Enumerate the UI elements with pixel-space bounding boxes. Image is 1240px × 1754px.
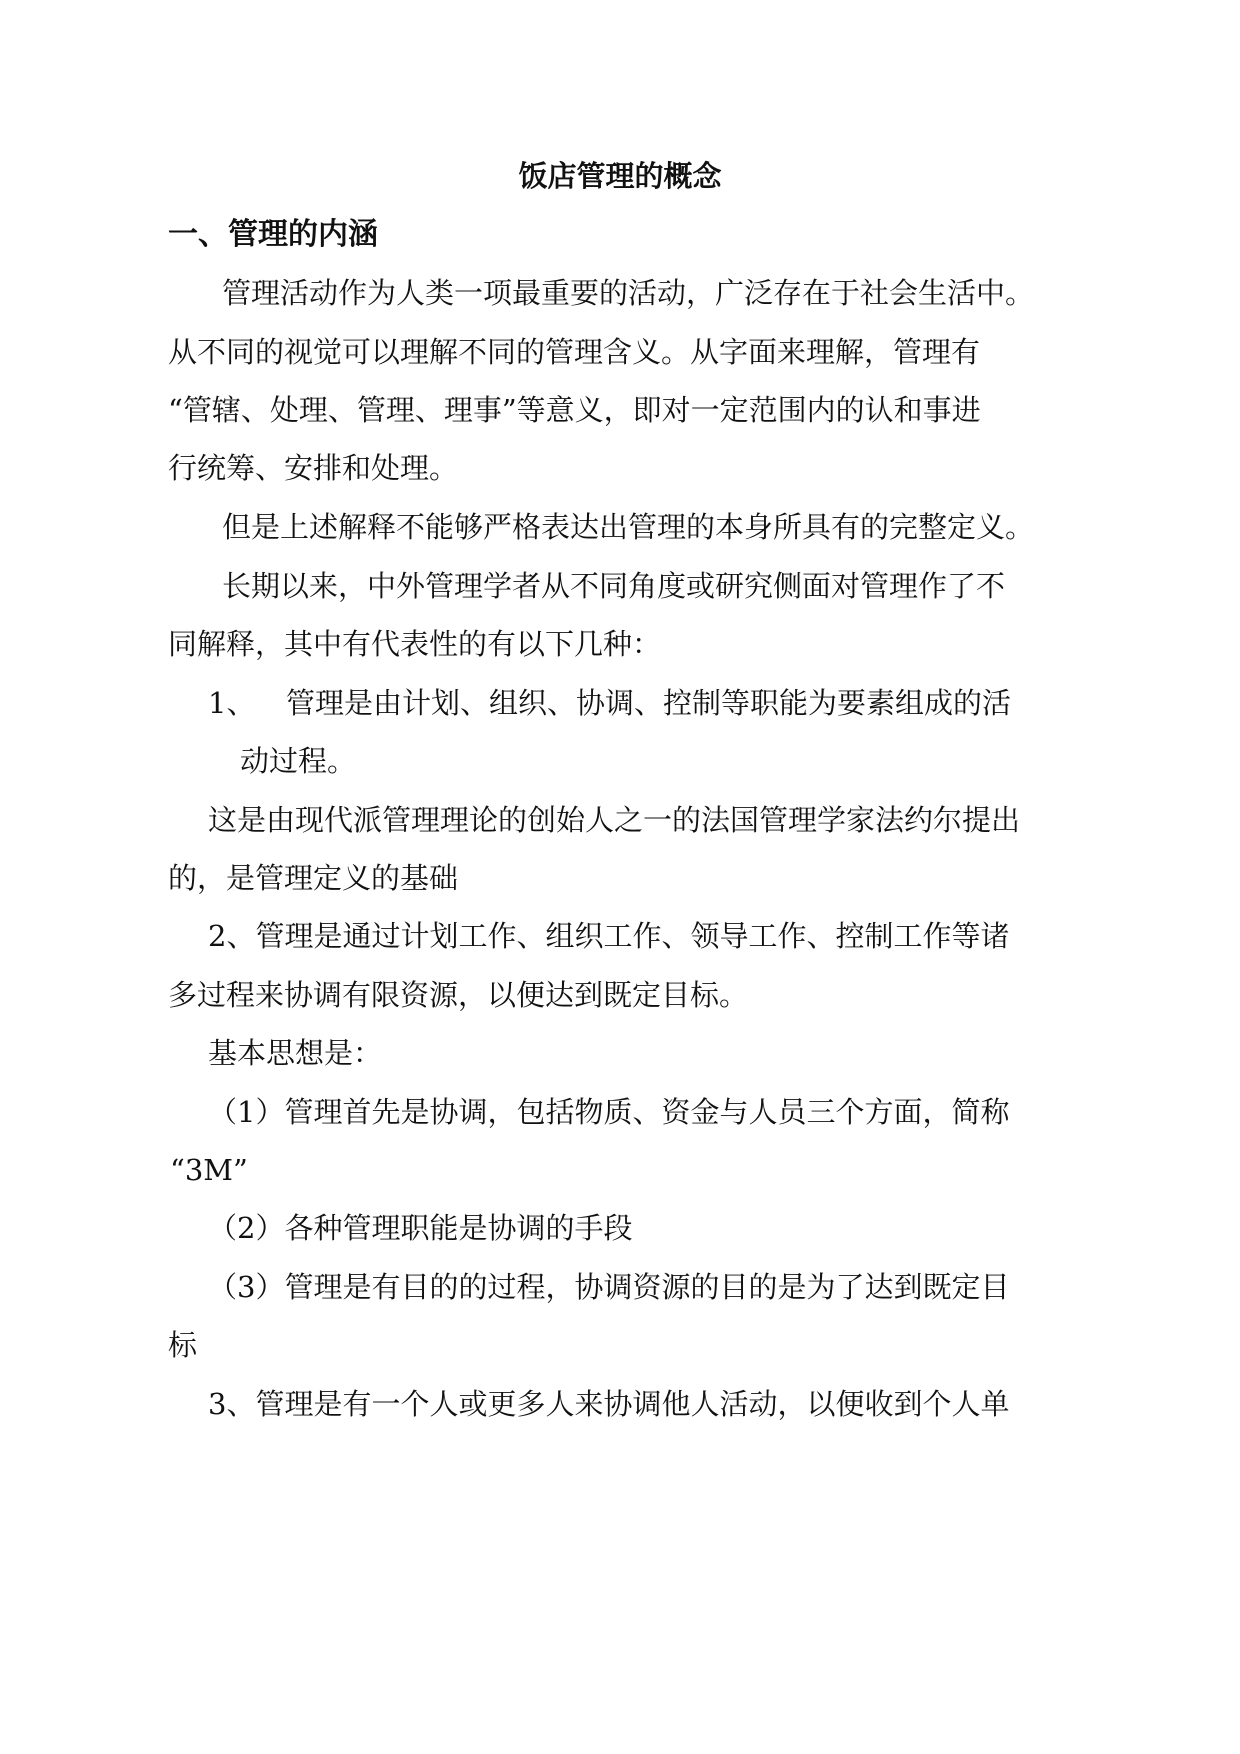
list-number: 1、 [208,686,256,720]
paragraph-line: 基本思想是： [208,1036,383,1070]
paragraph-line: 长期以来，中外管理学者从不同角度或研究侧面对管理作了不 [222,569,1006,603]
list-item-line: 管理是由计划、组织、协调、控制等职能为要素组成的活 [286,686,1012,720]
paragraph-line: 行统筹、安排和处理。 [168,451,459,485]
document-title: 饭店管理的概念 [518,159,722,193]
section-heading: 一、管理的内涵 [168,217,378,252]
point-line: “3M” [170,1153,248,1187]
paragraph-line: 同解释，其中有代表性的有以下几种： [168,627,662,661]
paragraph-line: 的，是管理定义的基础 [168,861,459,895]
point-line: （2）各种管理职能是协调的手段 [208,1211,633,1245]
paragraph-line: 从不同的视觉可以理解不同的管理含义。从字面来理解，管理有 [168,335,981,369]
list-item-line: 动过程。 [240,744,357,778]
point-line: （3）管理是有目的的过程，协调资源的目的是为了达到既定目 [208,1270,1010,1304]
paragraph-line: 多过程来协调有限资源，以便达到既定目标。 [168,978,749,1012]
paragraph-line: 这是由现代派管理理论的创始人之一的法国管理学家法约尔提出 [208,803,1021,837]
paragraph-line: “管辖、处理、管理、理事”等意义，即对一定范围内的认和事进 [168,393,981,427]
paragraph-line: 管理活动作为人类一项最重要的活动，广泛存在于社会生活中。 [222,276,1035,310]
paragraph-line: 2、管理是通过计划工作、组织工作、领导工作、控制工作等诸 [208,919,1010,953]
point-line: （1）管理首先是协调，包括物质、资金与人员三个方面，简称 [208,1095,1010,1129]
paragraph-line: 但是上述解释不能够严格表达出管理的本身所具有的完整定义。 [222,510,1035,544]
point-line: 标 [168,1328,198,1362]
paragraph-line: 3、管理是有一个人或更多人来协调他人活动，以便收到个人单 [208,1387,1010,1421]
